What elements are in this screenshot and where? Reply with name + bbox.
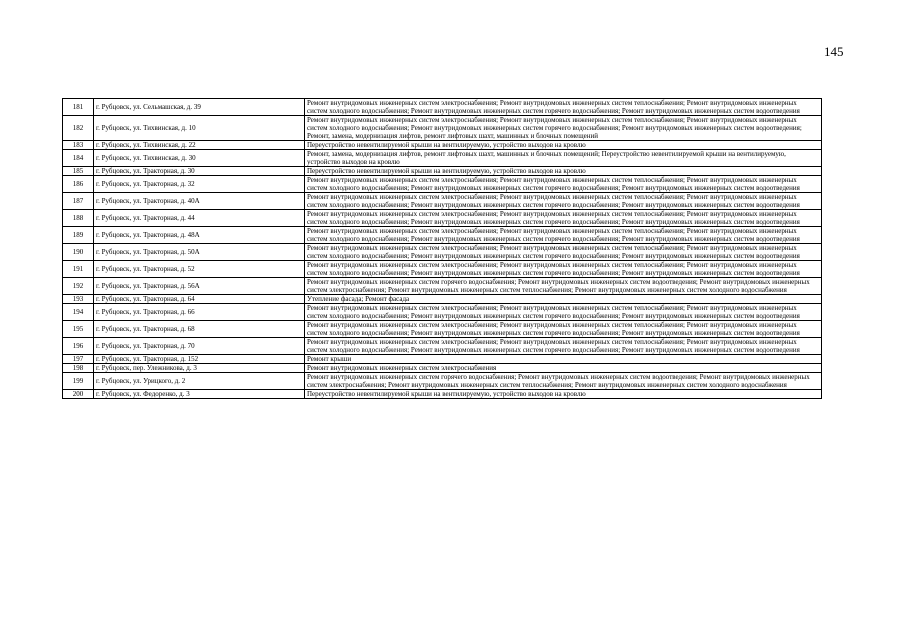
- address-cell: г. Рубцовск, ул. Тракторная, д. 68: [94, 321, 305, 338]
- table-row: [63, 373, 822, 390]
- row-number-cell: 185: [63, 167, 94, 176]
- works-cell: Переустройство невентилируемой крыши на вентилируемую, устройство выходов на кровлю: [305, 167, 822, 176]
- row-number-cell: 195: [63, 321, 94, 338]
- page-number: 145: [824, 44, 844, 59]
- address-cell: г. Рубцовск, ул. Тракторная, д. 52: [94, 261, 305, 278]
- works-cell: Ремонт крыши: [305, 355, 822, 364]
- row-number-cell: 182: [63, 116, 94, 141]
- table-row: [63, 176, 822, 193]
- works-cell: Ремонт внутридомовых инженерных систем электроснабжения; Ремонт внутридомовых инженерных систем теплоснабжения; Ремонт внутридомовых инженерных систем холодного водоснабжения; Ремонт внутридомовых инженерных систем горячего водоснабжения; Ремонт внутридомовых инженерных систем водоотведения; Ремонт, замена, модернизация лифтов, ремонт лифтовых шахт, машинных и блочных помещений: [305, 116, 822, 141]
- row-number-cell: 193: [63, 295, 94, 304]
- works-cell: Ремонт внутридомовых инженерных систем электроснабжения; Ремонт внутридомовых инженерных систем теплоснабжения; Ремонт внутридомовых инженерных систем холодного водоснабжения; Ремонт внутридомовых инженерных систем горячего водоснабжения; Ремонт внутридомовых инженерных систем водоотведения: [305, 261, 822, 278]
- address-cell: г. Рубцовск, ул. Тракторная, д. 56А: [94, 278, 305, 295]
- address-cell: г. Рубцовск, ул. Тихвинская, д. 10: [94, 116, 305, 141]
- address-cell: г. Рубцовск, ул. Тихвинская, д. 22: [94, 141, 305, 150]
- table-row: [63, 116, 822, 141]
- table-row: [63, 99, 822, 116]
- works-cell: Ремонт внутридомовых инженерных систем электроснабжения; Ремонт внутридомовых инженерных систем теплоснабжения; Ремонт внутридомовых инженерных систем холодного водоснабжения; Ремонт внутридомовых инженерных систем горячего водоснабжения; Ремонт внутридомовых инженерных систем водоотведения: [305, 321, 822, 338]
- works-cell: Ремонт внутридомовых инженерных систем электроснабжения: [305, 364, 822, 373]
- row-number-cell: 197: [63, 355, 94, 364]
- works-cell: Ремонт внутридомовых инженерных систем электроснабжения; Ремонт внутридомовых инженерных систем теплоснабжения; Ремонт внутридомовых инженерных систем холодного водоснабжения; Ремонт внутридомовых инженерных систем горячего водоснабжения; Ремонт внутридомовых инженерных систем водоотведения: [305, 227, 822, 244]
- address-cell: г. Рубцовск, ул. Тихвинская, д. 30: [94, 150, 305, 167]
- row-number-cell: 184: [63, 150, 94, 167]
- works-cell: Ремонт внутридомовых инженерных систем электроснабжения; Ремонт внутридомовых инженерных систем теплоснабжения; Ремонт внутридомовых инженерных систем холодного водоснабжения; Ремонт внутридомовых инженерных систем горячего водоснабжения; Ремонт внутридомовых инженерных систем водоотведения: [305, 210, 822, 227]
- address-cell: г. Рубцовск, ул. Сельмашская, д. 39: [94, 99, 305, 116]
- row-number-cell: 194: [63, 304, 94, 321]
- address-cell: г. Рубцовск, пер. Улежникова, д. 3: [94, 364, 305, 373]
- address-cell: г. Рубцовск, ул. Тракторная, д. 30: [94, 167, 305, 176]
- table-row: [63, 227, 822, 244]
- works-cell: Утепление фасада; Ремонт фасада: [305, 295, 822, 304]
- address-cell: г. Рубцовск, ул. Тракторная, д. 50А: [94, 244, 305, 261]
- address-cell: г. Рубцовск, ул. Тракторная, д. 44: [94, 210, 305, 227]
- table-row: [63, 278, 822, 295]
- table-row: [63, 244, 822, 261]
- works-cell: Ремонт внутридомовых инженерных систем электроснабжения; Ремонт внутридомовых инженерных систем теплоснабжения; Ремонт внутридомовых инженерных систем холодного водоснабжения; Ремонт внутридомовых инженерных систем горячего водоснабжения; Ремонт внутридомовых инженерных систем водоотведения: [305, 99, 822, 116]
- works-cell: Ремонт внутридомовых инженерных систем горячего водоснабжения; Ремонт внутридомовых инженерных систем водоотведения; Ремонт внутридомовых инженерных систем электроснабжения; Ремонт внутридомовых инженерных систем теплоснабжения; Ремонт внутридомовых инженерных систем холодного водоснабжения: [305, 278, 822, 295]
- table-row: [63, 338, 822, 355]
- works-cell: Переустройство невентилируемой крыши на вентилируемую, устройство выходов на кровлю: [305, 141, 822, 150]
- table-row: [63, 321, 822, 338]
- address-cell: г. Рубцовск, ул. Федоренко, д. 3: [94, 390, 305, 399]
- address-cell: г. Рубцовск, ул. Тракторная, д. 66: [94, 304, 305, 321]
- address-cell: г. Рубцовск, ул. Тракторная, д. 40А: [94, 193, 305, 210]
- row-number-cell: 200: [63, 390, 94, 399]
- address-cell: г. Рубцовск, ул. Тракторная, д. 152: [94, 355, 305, 364]
- row-number-cell: 192: [63, 278, 94, 295]
- row-number-cell: 187: [63, 193, 94, 210]
- table-row: [63, 304, 822, 321]
- works-cell: Ремонт, замена, модернизация лифтов, ремонт лифтовых шахт, машинных и блочных помещений; Переустройство невентилируемой крыши на вентилируемую, устройство выходов на кровлю: [305, 150, 822, 167]
- address-cell: г. Рубцовск, ул. Урицкого, д. 2: [94, 373, 305, 390]
- table-row: [63, 193, 822, 210]
- table-row: [63, 150, 822, 167]
- table-row: [63, 210, 822, 227]
- row-number-cell: 183: [63, 141, 94, 150]
- row-number-cell: 190: [63, 244, 94, 261]
- repair-works-table: [62, 98, 822, 399]
- works-cell: Переустройство невентилируемой крыши на вентилируемую, устройство выходов на кровлю: [305, 390, 822, 399]
- table-row: [63, 167, 822, 176]
- table-row: [63, 364, 822, 373]
- table-body: [63, 99, 822, 399]
- table-row: [63, 261, 822, 278]
- row-number-cell: 181: [63, 99, 94, 116]
- works-cell: Ремонт внутридомовых инженерных систем электроснабжения; Ремонт внутридомовых инженерных систем теплоснабжения; Ремонт внутридомовых инженерных систем холодного водоснабжения; Ремонт внутридомовых инженерных систем горячего водоснабжения; Ремонт внутридомовых инженерных систем водоотведения: [305, 304, 822, 321]
- address-cell: г. Рубцовск, ул. Тракторная, д. 48А: [94, 227, 305, 244]
- works-cell: Ремонт внутридомовых инженерных систем электроснабжения; Ремонт внутридомовых инженерных систем теплоснабжения; Ремонт внутридомовых инженерных систем холодного водоснабжения; Ремонт внутридомовых инженерных систем горячего водоснабжения; Ремонт внутридомовых инженерных систем водоотведения: [305, 338, 822, 355]
- row-number-cell: 186: [63, 176, 94, 193]
- row-number-cell: 196: [63, 338, 94, 355]
- table-row: [63, 295, 822, 304]
- table-row: [63, 355, 822, 364]
- address-cell: г. Рубцовск, ул. Тракторная, д. 32: [94, 176, 305, 193]
- row-number-cell: 189: [63, 227, 94, 244]
- table-row: [63, 390, 822, 399]
- works-cell: Ремонт внутридомовых инженерных систем электроснабжения; Ремонт внутридомовых инженерных систем теплоснабжения; Ремонт внутридомовых инженерных систем холодного водоснабжения; Ремонт внутридомовых инженерных систем горячего водоснабжения; Ремонт внутридомовых инженерных систем водоотведения: [305, 244, 822, 261]
- address-cell: г. Рубцовск, ул. Тракторная, д. 64: [94, 295, 305, 304]
- works-cell: Ремонт внутридомовых инженерных систем электроснабжения; Ремонт внутридомовых инженерных систем теплоснабжения; Ремонт внутридомовых инженерных систем холодного водоснабжения; Ремонт внутридомовых инженерных систем горячего водоснабжения; Ремонт внутридомовых инженерных систем водоотведения: [305, 193, 822, 210]
- row-number-cell: 188: [63, 210, 94, 227]
- row-number-cell: 191: [63, 261, 94, 278]
- works-cell: Ремонт внутридомовых инженерных систем электроснабжения; Ремонт внутридомовых инженерных систем теплоснабжения; Ремонт внутридомовых инженерных систем холодного водоснабжения; Ремонт внутридомовых инженерных систем горячего водоснабжения; Ремонт внутридомовых инженерных систем водоотведения: [305, 176, 822, 193]
- address-cell: г. Рубцовск, ул. Тракторная, д. 70: [94, 338, 305, 355]
- row-number-cell: 198: [63, 364, 94, 373]
- row-number-cell: 199: [63, 373, 94, 390]
- table-row: [63, 141, 822, 150]
- works-cell: Ремонт внутридомовых инженерных систем горячего водоснабжения; Ремонт внутридомовых инженерных систем водоотведения; Ремонт внутридомовых инженерных систем электроснабжения; Ремонт внутридомовых инженерных систем теплоснабжения; Ремонт внутридомовых инженерных систем холодного водоснабжения: [305, 373, 822, 390]
